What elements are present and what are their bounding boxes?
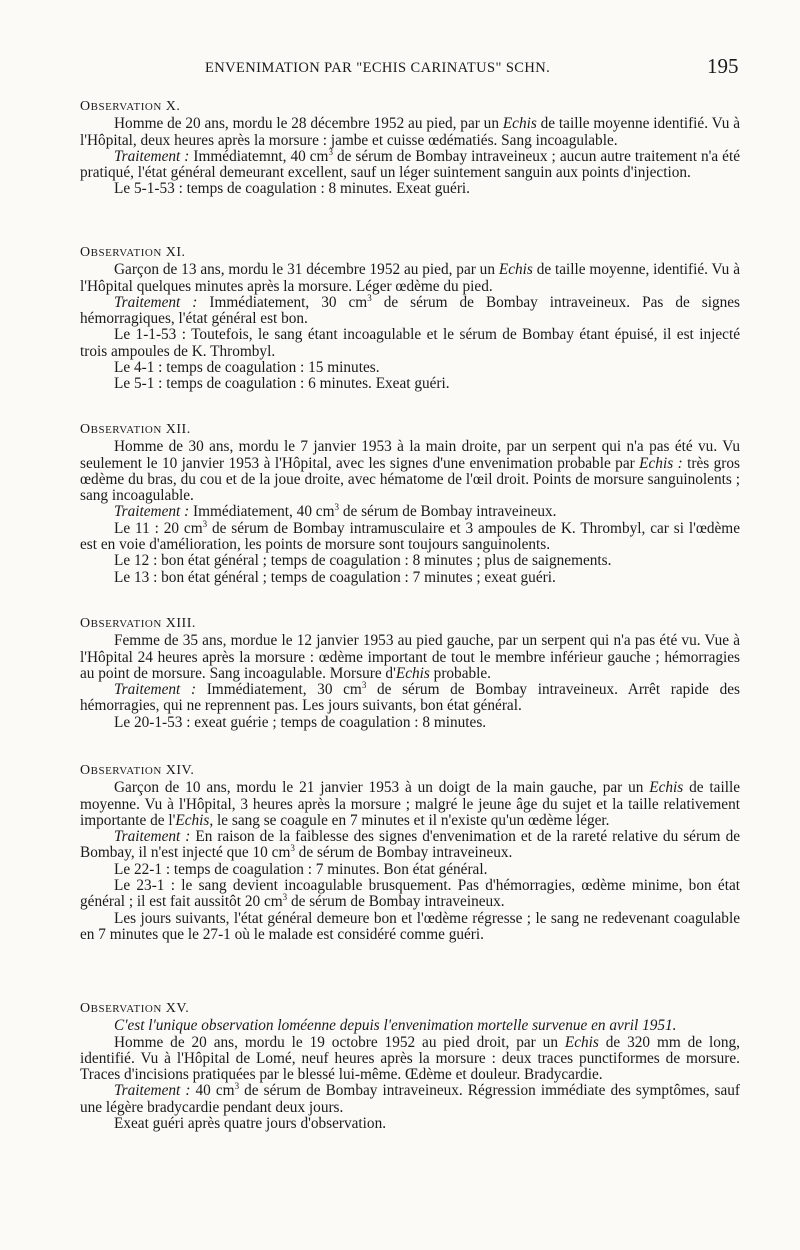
observation-xiii xyxy=(80,616,740,731)
observation-xiv xyxy=(80,763,740,943)
follow-up-line: Le 12 : bon état général ; temps de coagulation : 8 minutes ; plus de saignements. xyxy=(114,552,612,570)
follow-up-line: Le 22-1 : temps de coagulation : 7 minutes. Bon état général. xyxy=(114,860,488,878)
treatment-paragraph: Traitement : En raison de la faiblesse des signes d'envenimation et de la rareté relative du sérum de Bombay, il n'est injecté que 10 $cm^3$ de sérum de Bombay intraveineux. xyxy=(80,828,741,862)
case-description: Homme de 20 ans, mordu le 28 décembre 1952 au pied, par un Echis de taille moyenne identifié. Vu à l'Hôpital, deux heures après la morsure : jambe et cuisse œdématiés. Sang incoagulable. xyxy=(80,115,740,149)
follow-up-line: Exeat guéri après quatre jours d'observation. xyxy=(114,1115,387,1133)
observation-xv xyxy=(80,1001,740,1132)
case-description: Homme de 30 ans, mordu le 7 janvier 1953 à la main droite, par un serpent qui n'a pas été vu. Vu seulement le 10 janvier 1953 à l'Hôpital, avec les signes d'une envenimation probable par Echis : très gros œdème du bras, du cou et de la joue droite, avec hématome de l'œil droit. Points de morsure sanguinolents ; sang incoagulable. xyxy=(80,438,740,505)
treatment-paragraph: Traitement : Immédiatement, 40 $cm^3$ de sérum de Bombay intraveineux. xyxy=(114,502,557,521)
page-number: 195 xyxy=(707,54,739,78)
case-description: Garçon de 13 ans, mordu le 31 décembre 1952 au pied, par un Echis de taille moyenne, identifié. Vu à l'Hôpital quelques minutes après la morsure. Léger œdème du pied. xyxy=(80,261,740,295)
case-description: Femme de 35 ans, mordue le 12 janvier 1953 au pied gauche, par un serpent qui n'a pas été vu. Vue à l'Hôpital 24 heures après la morsure : œdème important de tout le membre inférieur gauche ; hémorragies au point de morsure. Sang incoagulable. Morsure d'Echis probable. xyxy=(80,632,740,682)
observation-heading: OBSERVATION XI. xyxy=(80,245,186,260)
observation-heading: OBSERVATION XIII. xyxy=(80,616,196,631)
observation-heading: OBSERVATION XV. xyxy=(80,1001,190,1016)
italic-note: C'est l'unique observation loméenne depuis l'envenimation mortelle survenue en avril 1951. xyxy=(114,1017,677,1035)
follow-up-line: Le 5-1 : temps de coagulation : 6 minutes. Exeat guéri. xyxy=(114,375,450,393)
follow-up-line: Le 11 : 20 $cm^3$ de sérum de Bombay intramusculaire et 3 ampoules de K. Thrombyl, car si l'œdème est en voie d'amélioration, les points de morsure sont toujours sanguinolents. xyxy=(80,518,740,554)
follow-up-line: Le 20-1-53 : exeat guérie ; temps de coagulation : 8 minutes. xyxy=(114,713,487,731)
follow-up-line: Le 13 : bon état général ; temps de coagulation : 7 minutes ; exeat guéri. xyxy=(114,568,556,586)
treatment-paragraph: Traitement : Immédiatemnt, 40 $cm^3$ de sérum de Bombay intraveineux ; aucun autre traitement n'a été pratiqué, l'état général demeurant excellent, sauf un léger suintement sanguin aux points d'injection. xyxy=(80,146,740,182)
follow-up-line: Les jours suivants, l'état général demeure bon et l'œdème régresse ; le sang ne redevenant coagulable en 7 minutes que le 27-1 où le malade est considéré comme guéri. xyxy=(80,909,740,943)
observation-heading: OBSERVATION X. xyxy=(80,99,181,114)
follow-up-line: Le 23-1 : le sang devient incoagulable brusquement. Pas d'hémorragies, œdème minime, bon état général ; il est fait aussitôt 20 $cm^3$ de sérum de Bombay intraveineux. xyxy=(80,877,740,911)
treatment-paragraph: Traitement : 40 $cm^3$ de sérum de Bombay intraveineux. Régression immédiate des symptômes, sauf une légère bradycardie pendant deux jours. xyxy=(80,1081,740,1116)
running-head: ENVENIMATION PAR "ECHIS CARINATUS" SCHN. xyxy=(205,60,551,76)
observation-heading: OBSERVATION XIV. xyxy=(80,763,195,778)
observation-x xyxy=(80,99,740,198)
observation-xii xyxy=(80,422,740,586)
treatment-paragraph: Traitement : Immédiatement, 30 $cm^3$ de sérum de Bombay intraveineux. Arrêt rapide des hémorragies, qui ne reprennent pas. Les jours suivants, bon état général. xyxy=(80,680,740,715)
case-description: Garçon de 10 ans, mordu le 21 janvier 1953 à un doigt de la main gauche, par un Echis de taille moyenne. Vu à l'Hôpital, 3 heures après la morsure ; malgré le jeune âge du sujet et la taille relativement importante de l'Echis, le sang se coagule en 7 minutes et il n'existe qu'un œdème léger. xyxy=(80,779,740,829)
observation-heading: OBSERVATION XII. xyxy=(80,422,191,437)
case-description: Homme de 20 ans, mordu le 19 octobre 1952 au pied droit, par un Echis de 320 mm de long, identifié. Vu à l'Hôpital de Lomé, neuf heures après la morsure : deux traces punctiformes de morsure. Traces d'incisions pratiquées par le blessé lui-même. Œdème et douleur. Bradycardie. xyxy=(80,1033,741,1084)
follow-up-line: Le 5-1-53 : temps de coagulation : 8 minutes. Exeat guéri. xyxy=(114,180,470,198)
treatment-paragraph: Traitement : Immédiatement, 30 $cm^3$ de sérum de Bombay intraveineux. Pas de signes hémorragiques, l'état général est bon. xyxy=(80,292,740,328)
follow-up-line: Le 4-1 : temps de coagulation : 15 minutes. xyxy=(114,359,380,377)
observation-xi xyxy=(80,245,740,393)
follow-up-line: Le 1-1-53 : Toutefois, le sang étant incoagulable et le sérum de Bombay étant épuisé, il est injecté trois ampoules de K. Thrombyl. xyxy=(80,326,740,360)
